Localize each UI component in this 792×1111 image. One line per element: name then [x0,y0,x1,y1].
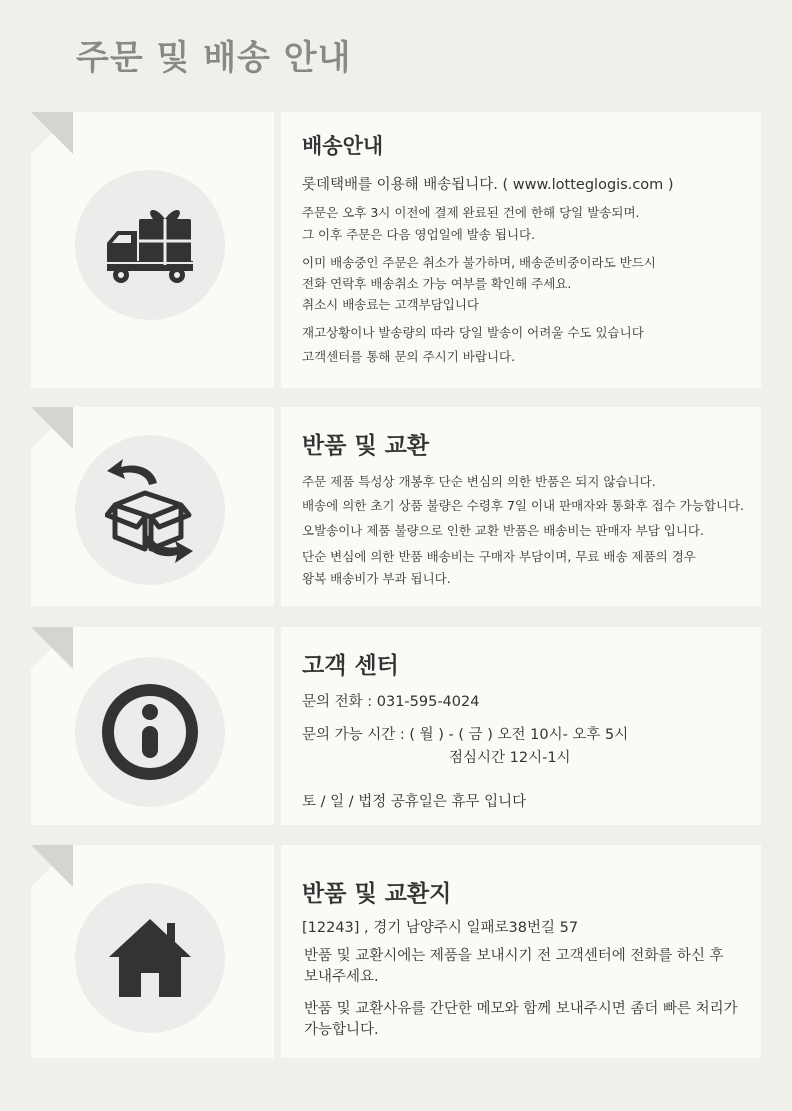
section-return-address [31,845,761,1058]
info-line: 보내주세요. [304,969,379,985]
page-title: 주문 및 배송 안내 [76,38,352,78]
section-title: 배송안내 [302,134,384,158]
info-line: 전화 연락후 배송취소 가능 여부를 확인해 주세요. [302,276,572,291]
address-info-card [281,845,761,1058]
truck-gift-icon [75,170,225,320]
info-line: 배송에 의한 초기 상품 불량은 수령후 7일 이내 판매자와 통화후 접수 가능합니다. [302,498,745,513]
section-title: 고객 센터 [302,653,399,679]
info-line: 단순 변심에 의한 반품 배송비는 구매자 부담이며, 무료 배송 제품의 경우 [302,549,696,564]
lunch-hours: 점심시간 12시-1시 [449,750,571,766]
customer-icon-card [31,627,274,825]
home-icon [75,883,225,1033]
info-line: 주문은 오후 3시 이전에 결제 완료된 건에 한해 당일 발송되며. [302,205,640,220]
shipping-icon-card [31,112,274,388]
return-info-card [281,407,761,606]
info-line: 롯데택배를 이용해 배송됩니다. ( www.lotteglogis.com ) [302,177,674,193]
return-address: [12243] , 경기 남양주시 일패로38번길 57 [302,920,579,936]
holiday-notice: 토 / 일 / 법정 공휴일은 휴무 입니다 [302,794,527,810]
info-line: 취소시 배송료는 고객부담입니다 [302,297,479,312]
shipping-info-card [281,112,761,388]
info-line: 주문 제품 특성상 개봉후 단순 변심의 의한 반품은 되지 않습니다. [302,474,656,489]
info-icon [75,657,225,807]
info-line: 반품 및 교환시에는 제품을 보내시기 전 고객센터에 전화를 하신 후 [304,948,724,964]
section-title: 반품 및 교환지 [302,881,452,907]
business-hours: 문의 가능 시간 : ( 월 ) - ( 금 ) 오전 10시- 오후 5시 [302,727,629,743]
phone-number: 문의 전화 : 031-595-4024 [302,694,480,710]
info-line: 그 이후 주문은 다음 영업일에 발송 됩니다. [302,227,536,242]
info-line: 재고상황이나 발송량의 따라 당일 발송이 어려울 수도 있습니다 [302,325,644,340]
info-line: 이미 배송중인 주문은 취소가 불가하며, 배송준비중이라도 반드시 [302,255,656,270]
info-line: 고객센터를 통해 문의 주시기 바랍니다. [302,349,516,364]
return-icon-card [31,407,274,606]
section-shipping [31,112,761,388]
info-line: 오발송이나 제품 불량으로 인한 교환 반품은 배송비는 판매자 부담 입니다. [302,523,704,538]
address-icon-card [31,845,274,1058]
box-exchange-icon [75,435,225,585]
info-line: 왕복 배송비가 부과 됩니다. [302,571,451,586]
section-return-exchange [31,407,761,606]
customer-info-card [281,627,761,825]
section-title: 반품 및 교환 [302,433,430,459]
section-customer-center [31,627,761,825]
info-line: 가능합니다. [304,1022,379,1038]
info-line: 반품 및 교환사유를 간단한 메모와 함께 보내주시면 좀더 빠른 처리가 [304,1001,738,1017]
